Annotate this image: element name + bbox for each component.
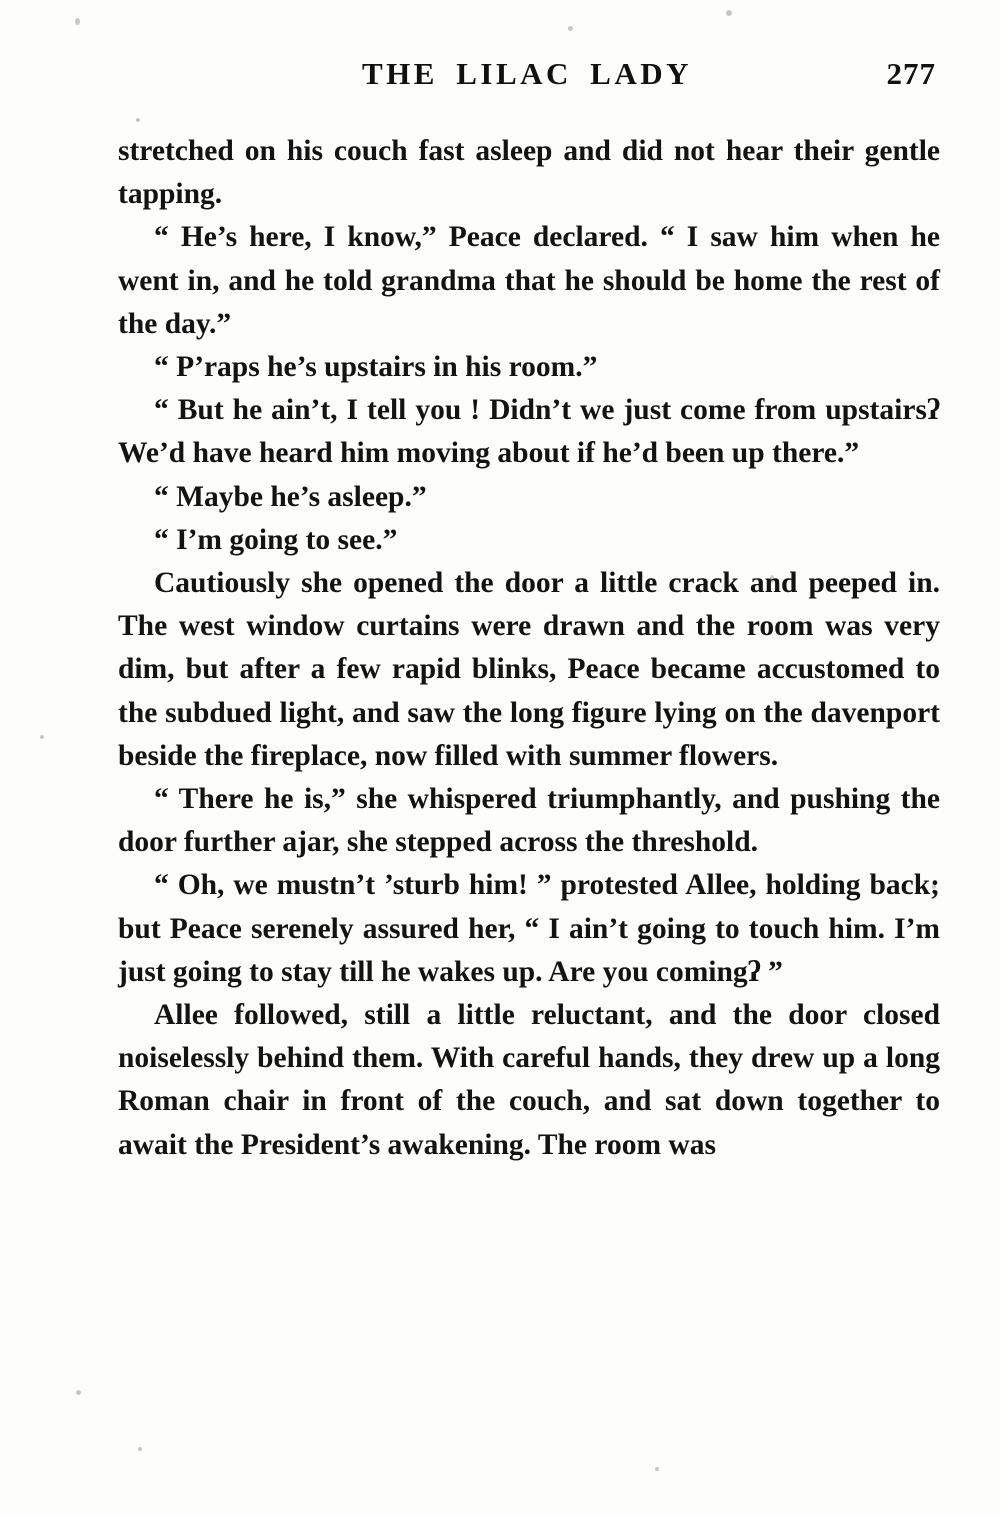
body-paragraph: “ Maybe he’s asleep.” — [154, 480, 427, 513]
paper-speck — [76, 1390, 81, 1395]
paper-speck — [136, 118, 140, 122]
paper-speck — [40, 735, 44, 739]
body-paragraph: “ I’m going to see.” — [154, 523, 398, 556]
body-paragraph: “ There he is,” she whispered triumphantly, and pushing the door further ajar, she stepped across the threshold. — [118, 783, 940, 859]
page-number: 277 — [886, 56, 936, 91]
running-title: THE LILAC LADY — [362, 56, 692, 91]
page-body — [118, 130, 940, 1167]
body-paragraph: stretched on his couch fast asleep and did not hear their gentle tapping. — [118, 135, 940, 211]
body-paragraph: Cautiously she opened the door a little crack and peeped in. The west window curtains were drawn and the room was very dim, but after a few rapid blinks, Peace became accustomed to the subdued light, and saw the long figure lying on the davenport beside the fireplace, now filled with summer flowers. — [118, 567, 940, 772]
page-header — [118, 56, 936, 100]
body-paragraph: “ Oh, we mustn’t ’sturb him! ” protested Allee, holding back; but Peace serenely assured her, “ I ain’t going to touch him. I’m just going to stay till he wakes up. Are you comingʔ ” — [118, 869, 940, 988]
paper-speck — [75, 18, 80, 25]
body-paragraph: “ P’raps he’s upstairs in his room.” — [154, 351, 598, 384]
body-paragraph: “ He’s here, I know,” Peace declared. “ I saw him when he went in, and he told grandma that he should be home the rest of the day.” — [118, 221, 940, 340]
paper-speck — [726, 10, 732, 16]
paper-speck — [655, 1467, 659, 1471]
paper-speck — [568, 26, 573, 31]
paper-speck — [138, 1447, 142, 1451]
body-paragraph: “ But he ain’t, I tell you ! Didn’t we just come from upstairsʔ We’d have heard him moving about if he’d been up there.” — [118, 394, 940, 470]
body-paragraph: Allee followed, still a little reluctant, and the door closed noiselessly behind them. With careful hands, they drew up a long Roman chair in front of the couch, and sat down together to await the President’s awakening. The room was — [118, 999, 940, 1161]
